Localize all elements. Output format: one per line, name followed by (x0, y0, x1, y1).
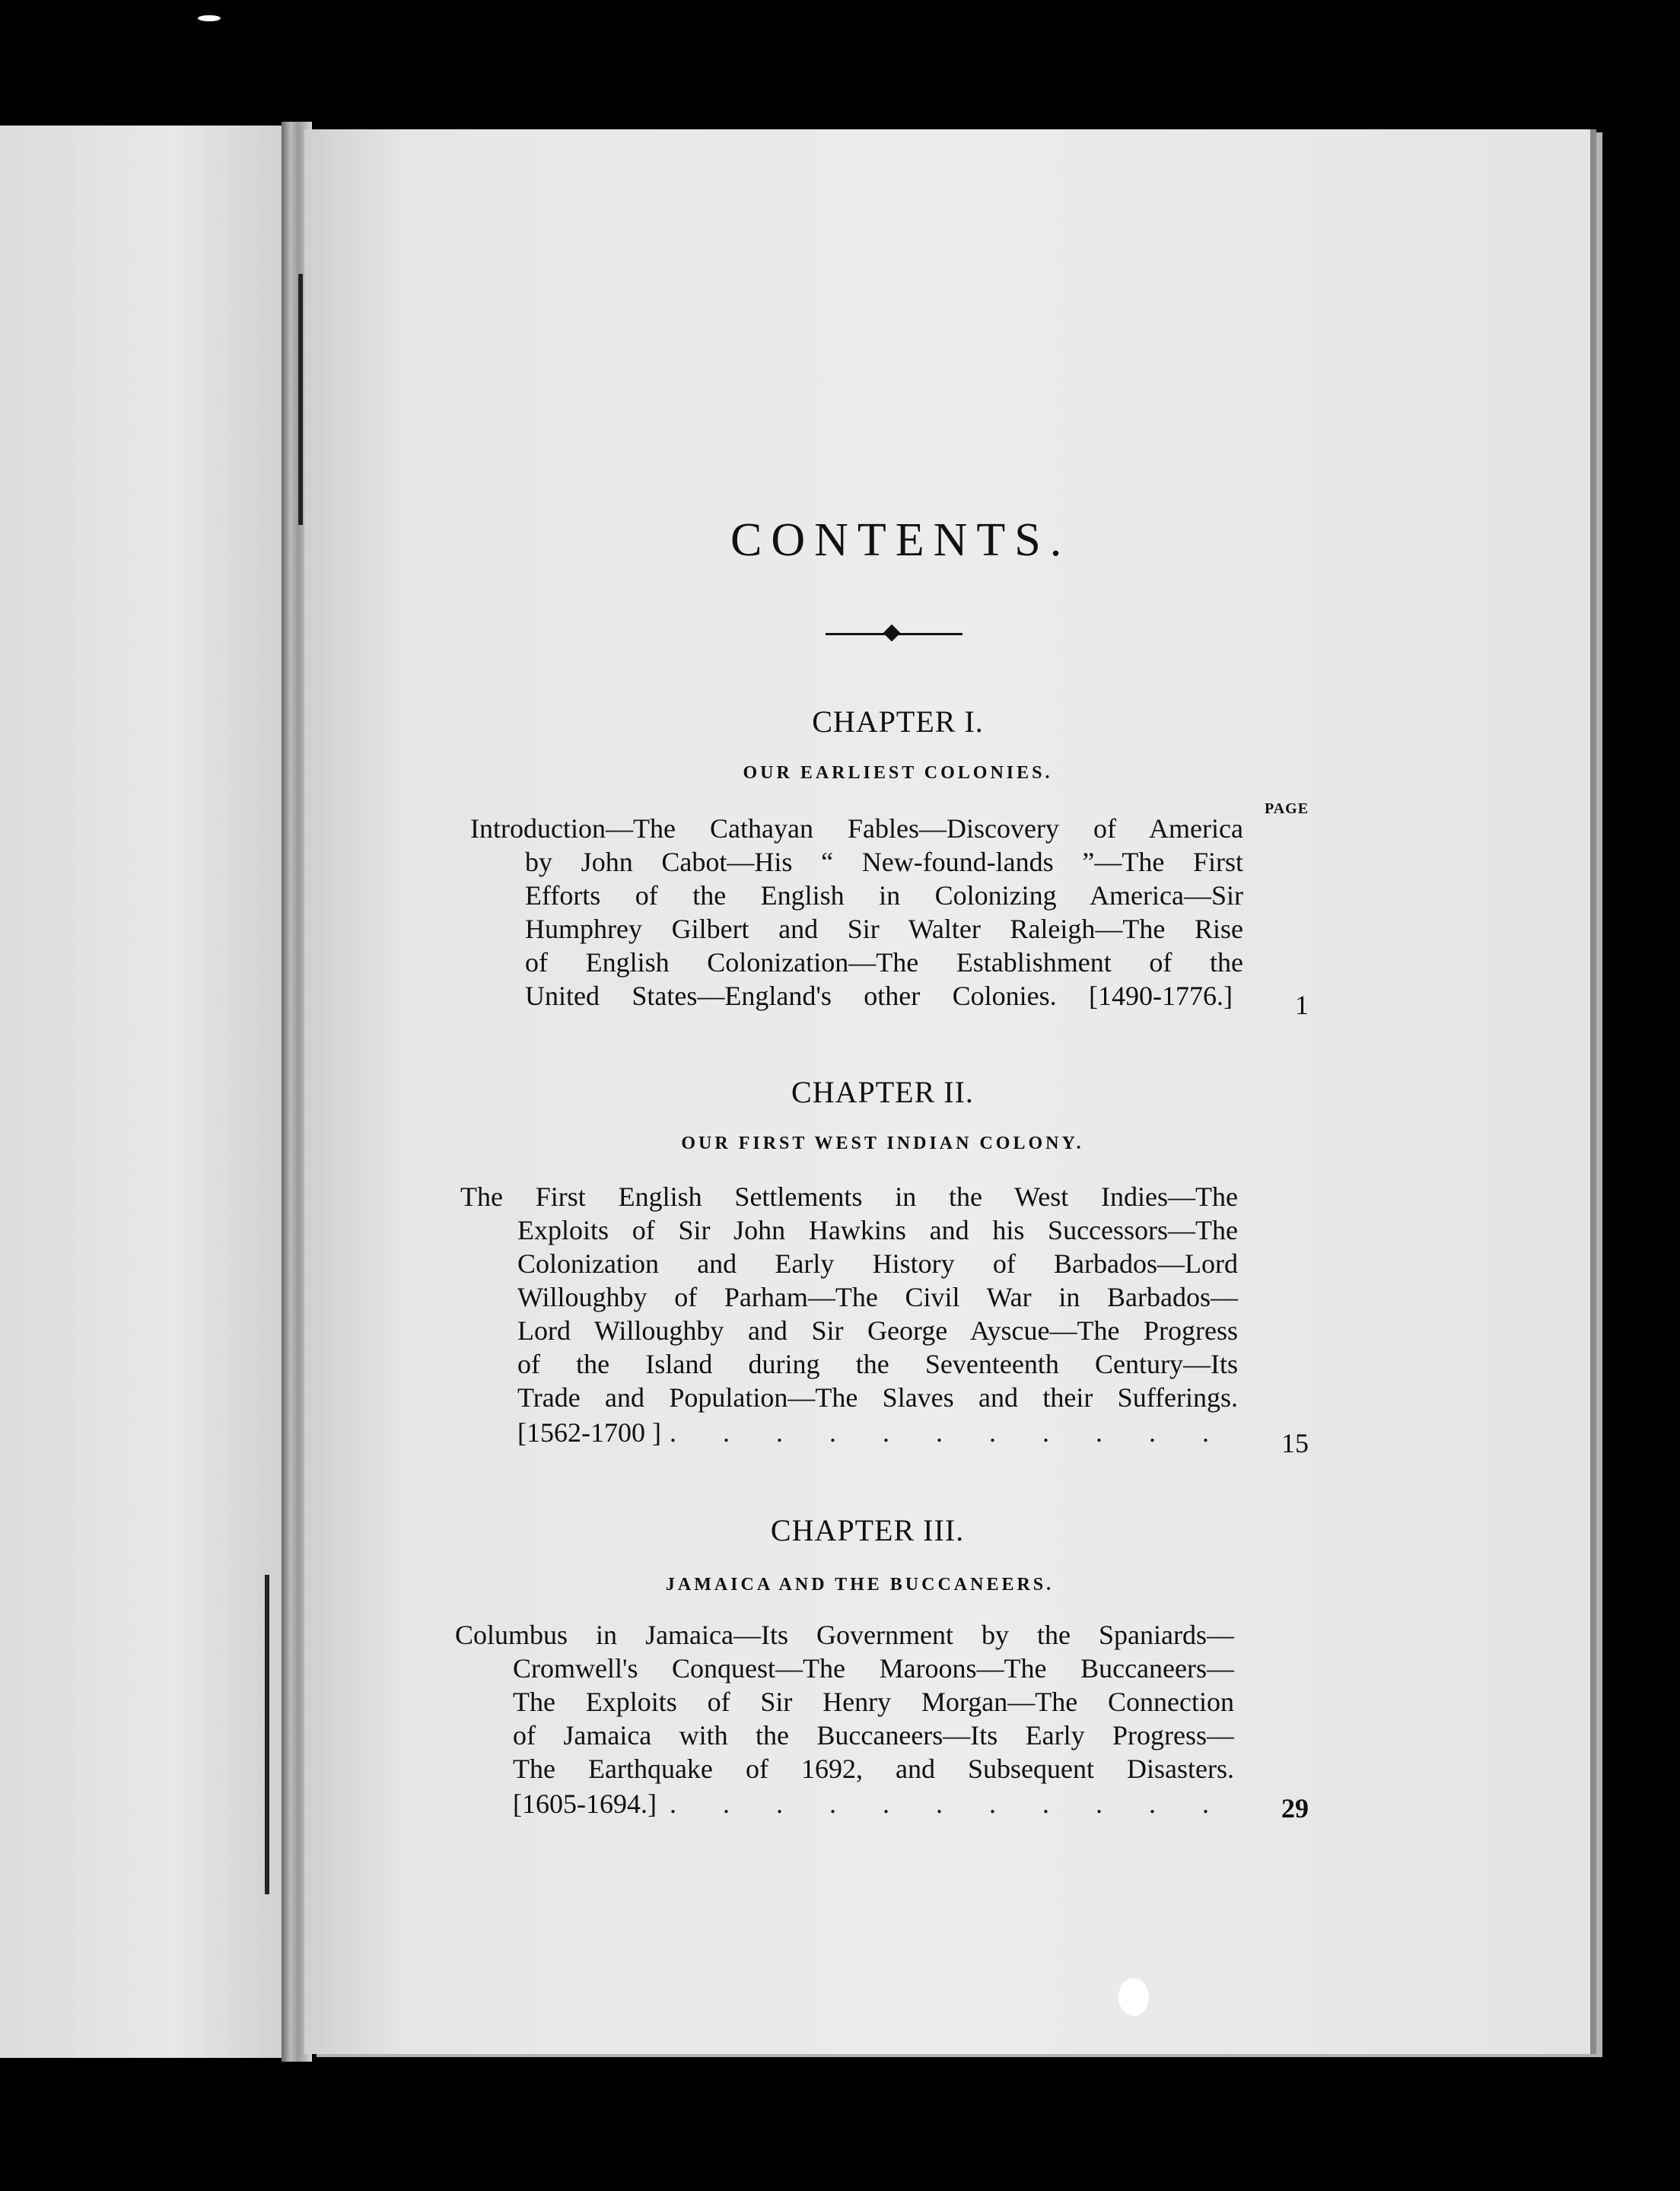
chapter-summary-line: The Earthquake of 1692, and Subsequent Disasters. (513, 1754, 1234, 1784)
chapter-summary-line: Willoughby of Parham—The Civil War in Barbados— (517, 1282, 1238, 1312)
chapter-summary-line: The Exploits of Sir Henry Morgan—The Connection (513, 1687, 1234, 1717)
chapter-summary-line: United States—England's other Colonies. [1490-1776.] (525, 981, 1233, 1011)
page-number: 29 (1281, 1793, 1309, 1824)
facing-page-edge (0, 126, 289, 2058)
chapter-summary-line: Colonization and Early History of Barbados—Lord (517, 1248, 1238, 1279)
chapter-summary-line: Cromwell's Conquest—The Maroons—The Buccaneers— (513, 1653, 1234, 1684)
chapter-summary-line: The First English Settlements in the West Indies—The (460, 1181, 1238, 1212)
chapter-summary-line: Columbus in Jamaica—Its Government by the Spaniards— (455, 1620, 1234, 1650)
chapter-summary-line: [1605-1694.] (513, 1789, 657, 1819)
speck (1118, 1978, 1149, 2016)
page-column-label: PAGE (1265, 800, 1309, 817)
chapter-summary-line: Trade and Population—The Slaves and their Sufferings. (517, 1382, 1238, 1413)
chapter-summary-line: of the Island during the Seventeenth Century—Its (517, 1349, 1238, 1379)
chapter-heading: CHAPTER II. (791, 1075, 974, 1109)
page-number: 1 (1295, 990, 1309, 1020)
page-title: CONTENTS. (730, 514, 1071, 566)
chapter-summary-line: of English Colonization—The Establishment of the (525, 947, 1243, 978)
chapter-subtitle: OUR EARLIEST COLONIES. (743, 763, 1053, 783)
leader-dots: . . . . . . . . . . . (670, 1789, 1229, 1819)
speck (198, 15, 221, 21)
chapter-heading: CHAPTER III. (770, 1513, 965, 1547)
page-number: 15 (1281, 1428, 1309, 1458)
binding-stitch (265, 1575, 269, 1894)
chapter-subtitle: OUR FIRST WEST INDIAN COLONY. (681, 1134, 1084, 1153)
chapter-summary-line: Humphrey Gilbert and Sir Walter Raleigh—The Rise (525, 914, 1243, 944)
chapter-summary-line: [1562-1700 ] (517, 1417, 661, 1448)
chapter-summary-line: of Jamaica with the Buccaneers—Its Early Progress— (513, 1720, 1234, 1751)
chapter-summary-line: Efforts of the English in Colonizing America—Sir (525, 880, 1243, 911)
chapter-heading: CHAPTER I. (812, 704, 984, 739)
chapter-summary-line: Introduction—The Cathayan Fables—Discovery of America (470, 813, 1243, 844)
chapter-summary-line: Exploits of Sir John Hawkins and his Successors—The (517, 1215, 1238, 1245)
chapter-summary-line: by John Cabot—His “ New-found-lands ”—The First (525, 847, 1243, 877)
binding-stitch (298, 274, 303, 525)
chapter-subtitle: JAMAICA AND THE BUCCANEERS. (665, 1575, 1055, 1595)
leader-dots: . . . . . . . . . . . (670, 1417, 1229, 1448)
chapter-summary-line: Lord Willoughby and Sir George Ayscue—The Progress (517, 1315, 1238, 1346)
